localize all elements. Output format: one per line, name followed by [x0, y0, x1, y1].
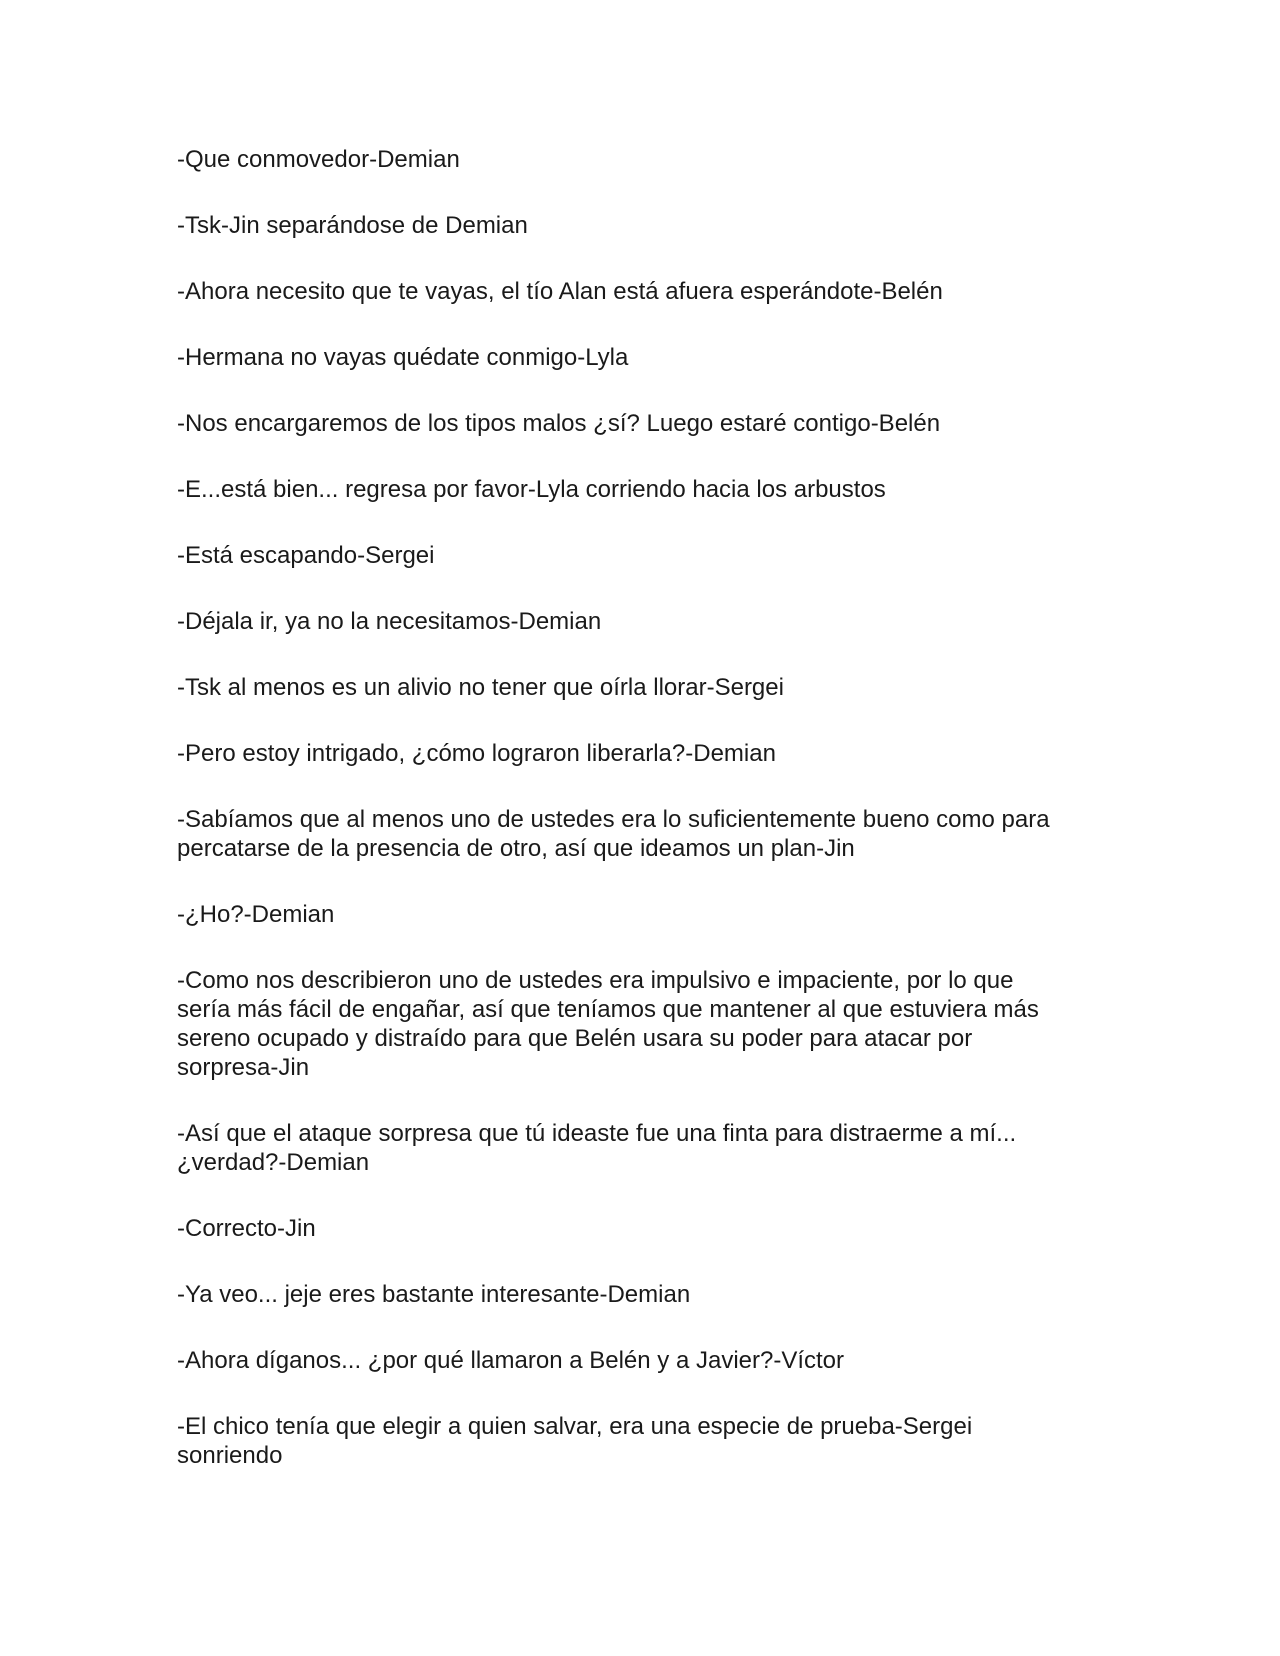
dialogue-paragraph: [177, 739, 1107, 768]
text-line: -Tsk-Jin separándose de Demian: [177, 212, 528, 239]
text-line: -Está escapando-Sergei: [177, 542, 435, 569]
text-line: percatarse de la presencia de otro, así que ideamos un plan-Jin: [177, 835, 855, 862]
dialogue-paragraph: [177, 211, 1107, 240]
text-line: -Ahora díganos... ¿por qué llamaron a Belén y a Javier?-Víctor: [177, 1347, 845, 1374]
dialogue-paragraph: [177, 1214, 1107, 1243]
dialogue-paragraph: [177, 409, 1107, 438]
dialogue-paragraph: [177, 475, 1107, 504]
text-line: -Tsk al menos es un alivio no tener que oírla llorar-Sergei: [177, 674, 784, 701]
dialogue-paragraph: [177, 1280, 1107, 1309]
text-line: -Hermana no vayas quédate conmigo-Lyla: [177, 344, 629, 371]
text-line: -Como nos describieron uno de ustedes era impulsivo e impaciente, por lo que: [177, 967, 1014, 994]
dialogue-paragraph: [177, 607, 1107, 636]
text-line: -Déjala ir, ya no la necesitamos-Demian: [177, 608, 602, 635]
dialogue-paragraph: [177, 145, 1107, 174]
text-line: -Nos encargaremos de los tipos malos ¿sí? Luego estaré contigo-Belén: [177, 410, 941, 437]
text-line: -Ahora necesito que te vayas, el tío Alan está afuera esperándote-Belén: [177, 278, 943, 305]
dialogue-paragraph: [177, 900, 1107, 929]
text-line: -Así que el ataque sorpresa que tú ideaste fue una finta para distraerme a mí...: [177, 1120, 1017, 1147]
dialogue-paragraph: [177, 673, 1107, 702]
text-line: -Que conmovedor-Demian: [177, 146, 460, 173]
dialogue-paragraph: [177, 966, 1107, 1082]
dialogue-paragraph: [177, 805, 1107, 863]
text-line: -E...está bien... regresa por favor-Lyla corriendo hacia los arbustos: [177, 476, 886, 503]
text-line: -Pero estoy intrigado, ¿cómo lograron liberarla?-Demian: [177, 740, 776, 767]
dialogue-paragraph: [177, 1119, 1107, 1177]
dialogue-paragraph: [177, 541, 1107, 570]
text-line: -Sabíamos que al menos uno de ustedes era lo suficientemente bueno como para: [177, 806, 1050, 833]
text-line: -El chico tenía que elegir a quien salvar, era una especie de prueba-Sergei: [177, 1413, 973, 1440]
text-line: -¿Ho?-Demian: [177, 901, 335, 928]
dialogue-paragraph: [177, 1412, 1107, 1470]
text-line: sonriendo: [177, 1442, 283, 1469]
document-body: [177, 145, 1107, 1507]
text-line: ¿verdad?-Demian: [177, 1149, 370, 1176]
dialogue-paragraph: [177, 343, 1107, 372]
text-line: -Ya veo... jeje eres bastante interesante-Demian: [177, 1281, 691, 1308]
text-line: sereno ocupado y distraído para que Belén usara su poder para atacar por: [177, 1025, 973, 1052]
text-line: sería más fácil de engañar, así que teníamos que mantener al que estuviera más: [177, 996, 1039, 1023]
dialogue-paragraph: [177, 277, 1107, 306]
text-line: -Correcto-Jin: [177, 1215, 316, 1242]
text-line: sorpresa-Jin: [177, 1054, 310, 1081]
dialogue-paragraph: [177, 1346, 1107, 1375]
